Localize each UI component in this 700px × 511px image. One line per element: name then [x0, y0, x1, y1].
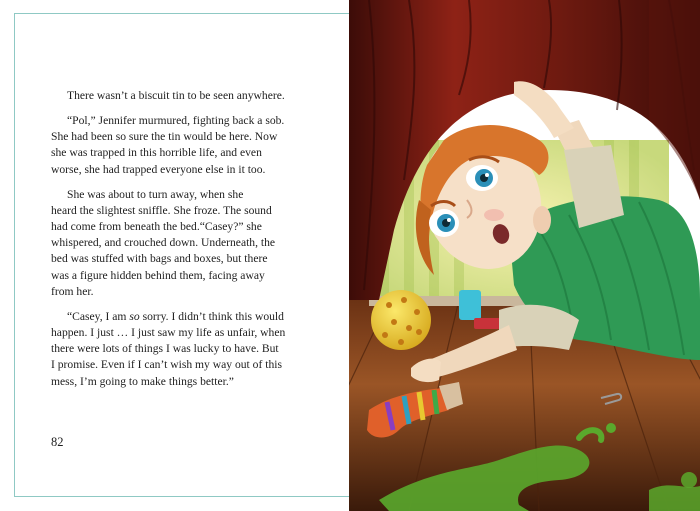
paragraph: [51, 309, 301, 390]
text-line: [51, 357, 301, 373]
paragraph: [51, 88, 301, 104]
page-number: 82: [51, 435, 64, 449]
text-segment: “Pol,” Jennifer murmured, fighting back a sob.: [67, 114, 285, 127]
text-segment: worse, she had trapped everyone else in it too.: [51, 162, 266, 176]
illustration: [349, 0, 700, 511]
text-line: [51, 145, 301, 161]
text-line: [51, 374, 301, 390]
paragraph: [51, 187, 301, 300]
toy-block: [459, 290, 481, 320]
text-page: [0, 0, 349, 511]
text-segment: she was trapped in this horrible life, and even: [51, 146, 262, 160]
text-segment: She had been so sure the tin would be here. Now: [51, 130, 278, 144]
text-segment: from her.: [51, 284, 94, 298]
ear: [533, 206, 551, 234]
text-line: [51, 284, 301, 300]
text-line: [51, 129, 301, 145]
text-line: [51, 219, 301, 235]
text-line: [51, 235, 301, 251]
body-text: [51, 88, 301, 399]
paragraph: [51, 113, 301, 178]
text-segment: was a figure hidden behind them, facing away: [51, 268, 265, 282]
text-line: [51, 325, 301, 341]
text-line: [51, 88, 301, 104]
text-segment: heard the slightest sniffle. She froze. The sound: [51, 203, 272, 217]
illustration-svg: [349, 0, 700, 511]
text-segment: whispered, and crouched down. Underneath, the: [51, 236, 276, 250]
text-segment: had come from beneath the bed.“Casey?” she: [51, 220, 262, 234]
text-segment: She was about to turn away, when she: [67, 187, 244, 201]
text-line: [51, 162, 301, 178]
text-line: [51, 251, 301, 267]
text-line: [51, 113, 301, 129]
text-segment: bed was stuffed with bags and boxes, but there: [51, 252, 268, 266]
text-segment: I promise. Even if I can’t wish my way out of this: [51, 358, 282, 372]
text-segment: sorry. I didn’t think this would: [139, 309, 284, 323]
text-line: [51, 309, 301, 325]
text-segment: “Casey, I am: [67, 309, 130, 323]
text-line: [51, 203, 301, 219]
text-segment: happen. I just … I just saw my life as unfair, when: [51, 326, 286, 340]
italic-text: so: [129, 309, 140, 323]
text-segment: mess, I’m going to make things better.”: [51, 374, 234, 388]
text-segment: there were lots of things I was lucky to have. But: [51, 342, 279, 356]
text-line: [51, 268, 301, 284]
text-line: [51, 341, 301, 357]
text-line: [51, 187, 301, 203]
text-segment: There wasn’t a biscuit tin to be seen anywhere.: [67, 89, 285, 102]
